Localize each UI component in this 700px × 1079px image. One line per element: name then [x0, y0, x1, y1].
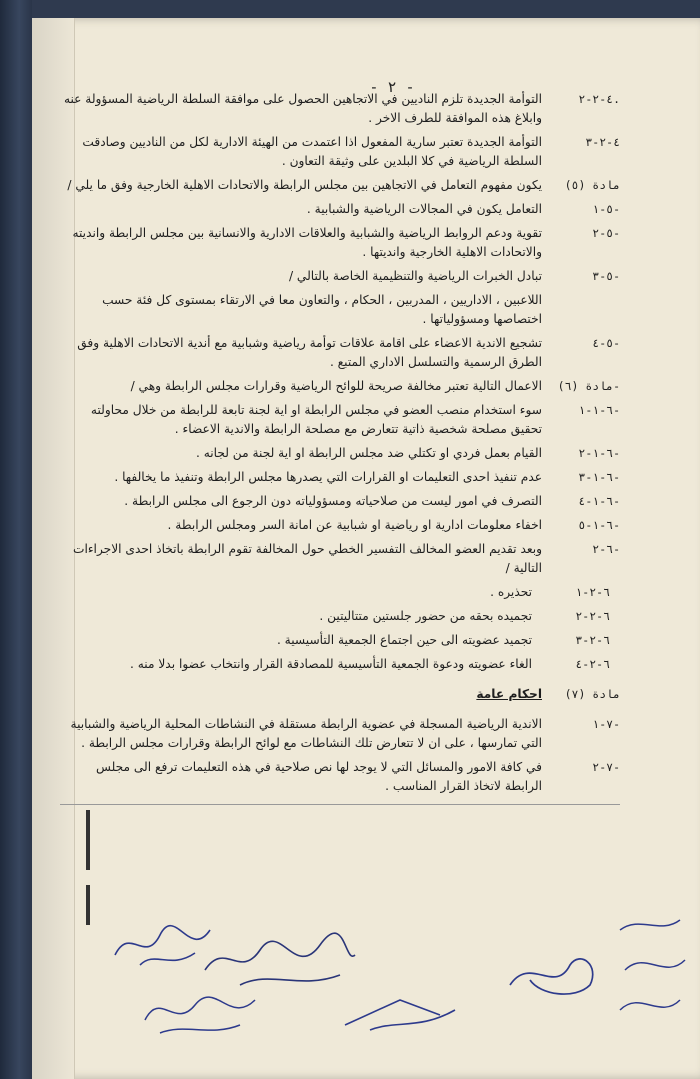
clause-text: اللاعبين ، الاداريين ، المدربين ، الحكام ، والتعاون معا في الارتقاء بمستوى كل فئة حسب اختصاصها ومسؤولياتها . [102, 293, 542, 326]
clause-number: ٤-٢-٣ [585, 135, 620, 149]
signature-3 [140, 985, 260, 1040]
clause-5-1 [60, 200, 620, 219]
section-divider [60, 804, 620, 805]
clause-text: عدم تنفيذ احدى التعليمات او القرارات التي يصدرها مجلس الرابطة وتنفيذ ما يخالفها . [114, 470, 542, 484]
clause-6-1-2 [60, 444, 620, 463]
clause-number: مادة (٦)- [557, 379, 620, 393]
article-heading: احكام عامة [476, 687, 542, 701]
clause-5-2 [60, 224, 620, 262]
clause-text: سوء استخدام منصب العضو في مجلس الرابطة او اية لجنة تابعة للرابطة من خلال محاولته تحقيق مصلحة شخصية ذاتية تتعارض مع مصلحة الرابطة والاندية الاعضاء . [90, 403, 542, 436]
clause-text: الاندية الرياضية المسجلة في عضوية الرابطة مستقلة في النشاطات المحلية الرياضية والشبابية التي تمارسها ، على ان لا تتعارض تلك النشاطات مع لوائح الرابطة وقرارات مجلس الرابطة . [70, 717, 542, 750]
clause-6-1-1 [60, 401, 620, 439]
clause-6-1-4 [60, 492, 620, 511]
clause-text: تحذيره . [490, 585, 532, 599]
clause-5-3 [60, 267, 620, 286]
clause-7-1 [60, 715, 620, 753]
clause-number: ٦-١-٣- [578, 470, 620, 484]
clause-text: يكون مفهوم التعامل في الاتجاهين بين مجلس الرابطة والاتحادات الاهلية الخارجية وفق ما يلي / [67, 178, 542, 192]
clause-6-2-1 [60, 583, 620, 602]
clause-6-2-4 [60, 655, 620, 674]
clause-text: اخفاء معلومات ادارية او رياضية او شبابية عن امانة السر ومجلس الرابطة . [167, 518, 542, 532]
clause-text: التوأمة الجديدة تعتبر سارية المفعول اذا اعتمدت من الهيئة الادارية لكل من الناديين وصادقت السلطة الرياضية في كلا البلدين على وثيقة التعاون . [82, 135, 542, 168]
clause-number: ٥-٣- [592, 269, 620, 283]
clause-number: ٦-١-١- [578, 403, 620, 417]
clause-6-2-3 [60, 631, 620, 650]
clause-text: تجميد عضويته الى حين اجتماع الجمعية التأسيسية . [276, 633, 532, 647]
clause-text: الغاء عضويته ودعوة الجمعية التأسيسية للمصادقة القرار وانتخاب عضوا بدلا منه . [129, 657, 532, 671]
clause-text: التصرف في امور ليست من صلاحياته ومسؤولياته دون الرجوع الى مجلس الرابطة . [124, 494, 542, 508]
clause-number: ٥-٤- [592, 336, 620, 350]
clause-number: ٦-٢-٤ [575, 657, 610, 671]
clause-number: ٦-٢-١ [575, 585, 610, 599]
clause-number: ٦-٢- [592, 542, 620, 556]
clause-number: ٦-٢-٣ [575, 633, 610, 647]
clause-number: ٦-٢-٢ [575, 609, 610, 623]
clause-number: ٤-٢-٢. [578, 92, 620, 106]
clause-text: وبعد تقديم العضو المخالف التفسير الخطي حول المخالفة تقوم الرابطة باتخاذ احدى الاجراءات التالية / [72, 542, 542, 575]
clause-text: تشجيع الاندية الاعضاء على اقامة علاقات توأمة رياضية وشبابية مع أندية الاتحادات الاهلية وفق الطرق الرسمية والتسلسل الاداري المتبع . [77, 336, 542, 369]
margin-bar [86, 810, 90, 870]
clause-number: ٧-١- [592, 717, 620, 731]
clause-text: القيام بعمل فردي او تكتلي ضد مجلس الرابطة او اية لجنة من لجانه . [195, 446, 542, 460]
clause-4-2-2 [60, 90, 620, 128]
clause-number: ٥-٢- [592, 226, 620, 240]
clause-text: في كافة الامور والمسائل التي لا يوجد لها نص صلاحية في هذه التعليمات ترفع الى مجلس الرابطة لاتخاذ القرار المناسب . [96, 760, 542, 793]
clause-number: ٧-٢- [592, 760, 620, 774]
clause-5-3-detail [60, 291, 620, 329]
signature-6 [610, 910, 690, 1030]
clause-7-2 [60, 758, 620, 796]
clause-5-4 [60, 334, 620, 372]
clause-text: التوأمة الجديدة تلزم الناديين في الاتجاهين الحصول على موافقة السلطة الرياضية المسؤولة عنه وابلاغ هذه الموافقة للطرف الاخر . [63, 92, 542, 125]
document-body [60, 90, 620, 801]
page-number: - ٢ - [369, 78, 415, 96]
clause-6-1-5 [60, 516, 620, 535]
clause-text: تجميده بحقه من حضور جلستين متتاليتين . [319, 609, 532, 623]
clause-number: مادة (٥) [564, 178, 620, 192]
clause-4-2-3 [60, 133, 620, 171]
signature-4 [340, 985, 460, 1035]
clause-number: ٦-١-٢- [578, 446, 620, 460]
binder-edge [0, 0, 32, 1079]
signature-5 [500, 945, 610, 1005]
clause-text: الاعمال التالية تعتبر مخالفة صريحة للوائح الرياضية وقرارات مجلس الرابطة وهي / [130, 379, 542, 393]
article-5 [60, 176, 620, 195]
clause-text: تبادل الخبرات الرياضية والتنظيمية الخاصة بالتالي / [288, 269, 542, 283]
clause-text: تقوية ودعم الروابط الرياضية والشبابية والعلاقات الادارية والانسانية بين مجلس الرابطة وانديته والاتحادات الاهلية الخارجية وانديتها . [72, 226, 542, 259]
clause-text: التعامل يكون في المجالات الرياضية والشبابية . [306, 202, 542, 216]
clause-number: ٥-١- [592, 202, 620, 216]
clause-6-1-3 [60, 468, 620, 487]
margin-bar [86, 885, 90, 925]
article-6 [60, 377, 620, 396]
clause-number: ٦-١-٤- [578, 494, 620, 508]
article-7 [60, 685, 620, 704]
clause-number: مادة (٧) [564, 687, 620, 701]
clause-number [542, 291, 620, 329]
clause-number: ٦-١-٥- [578, 518, 620, 532]
clause-6-2-2 [60, 607, 620, 626]
clause-6-2 [60, 540, 620, 578]
